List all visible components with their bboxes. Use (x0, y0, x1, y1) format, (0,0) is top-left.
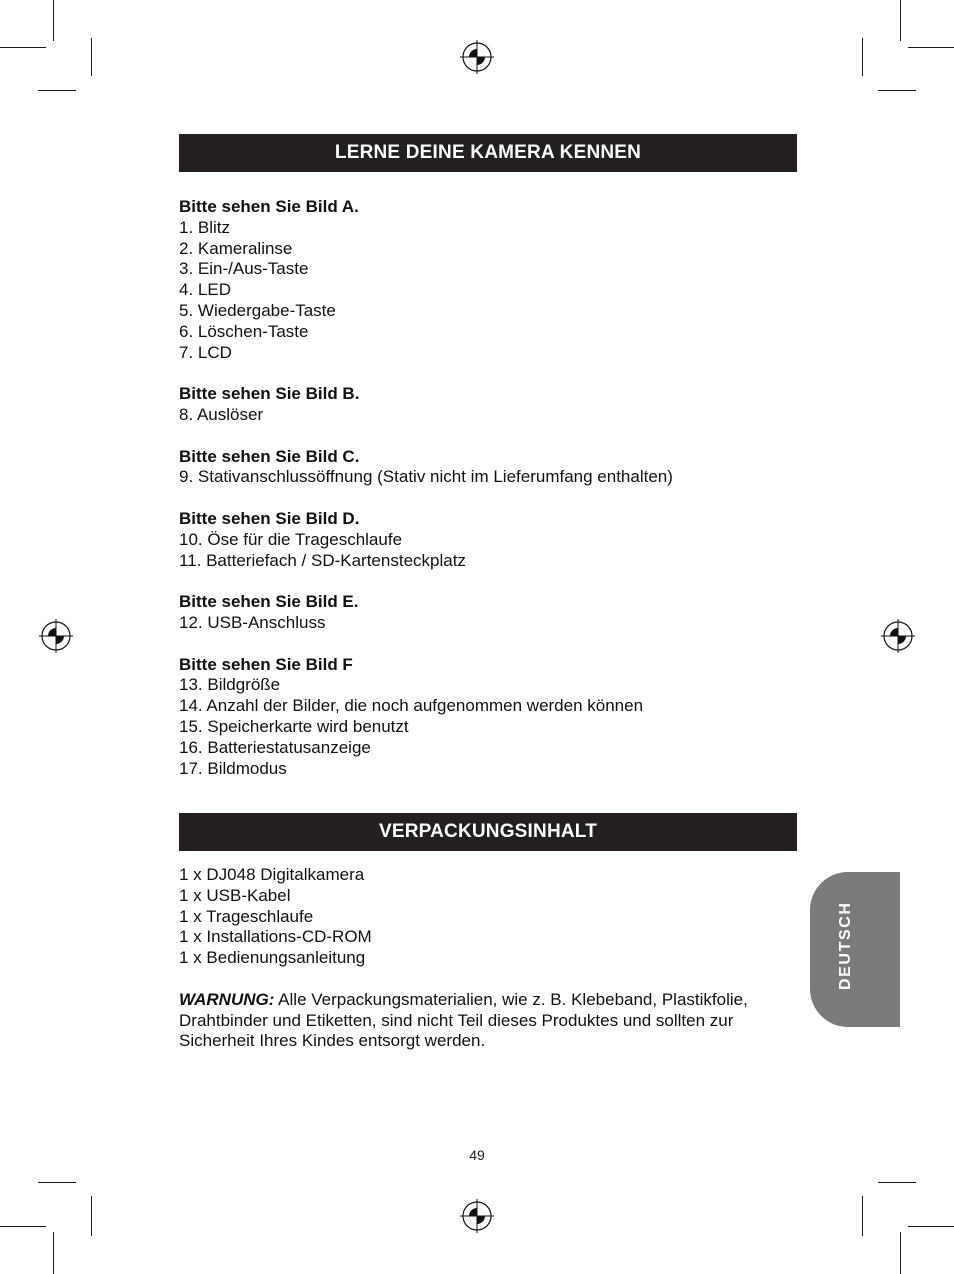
figure-heading: Bitte sehen Sie Bild B. (179, 384, 360, 404)
list-item: 15. Speicherkarte wird benutzt (179, 716, 409, 736)
registration-mark-icon (460, 1199, 494, 1233)
crop-mark (53, 0, 54, 41)
list-item: 1 x Trageschlaufe (179, 906, 314, 926)
registration-mark-icon (39, 619, 73, 653)
warning-label: WARNUNG: (179, 989, 275, 1009)
list-item: 16. Batteriestatusanzeige (179, 737, 371, 757)
crop-mark (878, 90, 916, 91)
crop-mark (38, 90, 76, 91)
crop-mark (53, 1232, 54, 1274)
crop-mark (908, 1226, 954, 1227)
figure-group (179, 655, 799, 780)
page-number: 49 (469, 1147, 485, 1163)
list-item: 10. Öse für die Trageschlaufe (179, 529, 403, 549)
figure-heading: Bitte sehen Sie Bild E. (179, 592, 359, 612)
list-item: 17. Bildmodus (179, 758, 287, 778)
warning-text: Alle Verpackungsmaterialien, wie z. B. Klebeband, Plastikfolie, Drahtbinder und Etiketten, sind nicht Teil dieses Produktes und sollten zur Sicherheit Ihres Kindes entsorgt werden. (179, 989, 748, 1051)
section-heading-banner (179, 813, 797, 851)
crop-mark (908, 47, 954, 48)
figure-group (179, 197, 799, 363)
parts-list (179, 197, 799, 779)
section-heading-banner (179, 134, 797, 172)
list-item: 8. Auslöser (179, 404, 264, 424)
list-item: 3. Ein-/Aus-Taste (179, 259, 309, 279)
list-item: 14. Anzahl der Bilder, die noch aufgenommen werden können (179, 696, 644, 716)
list-item: 9. Stativanschlussöffnung (Stativ nicht im Lieferumfang enthalten) (179, 467, 673, 487)
figure-heading: Bitte sehen Sie Bild A. (179, 197, 359, 216)
crop-mark (0, 1226, 46, 1227)
registration-mark-icon (881, 619, 915, 653)
package-list (179, 865, 799, 969)
package-contents (179, 865, 799, 1052)
figure-group (179, 592, 799, 634)
list-item: 1. Blitz (179, 217, 231, 237)
list-item: 12. USB-Anschluss (179, 612, 326, 632)
registration-mark-icon (460, 40, 494, 74)
list-item: 6. Löschen-Taste (179, 321, 309, 341)
list-item: 2. Kameralinse (179, 238, 293, 258)
figure-group (179, 384, 799, 426)
figure-group (179, 509, 799, 571)
figure-heading: Bitte sehen Sie Bild F (179, 654, 353, 674)
section-heading: VERPACKUNGSINHALT (378, 821, 598, 842)
language-tab-label: DEUTSCH (837, 901, 854, 990)
figure-heading: Bitte sehen Sie Bild C. (179, 446, 360, 466)
crop-mark (38, 1182, 76, 1183)
list-item: 4. LED (179, 280, 231, 300)
figure-group (179, 447, 799, 489)
list-item: 13. Bildgröße (179, 675, 281, 695)
language-tab (810, 872, 900, 1027)
crop-mark (900, 0, 901, 41)
section-heading: LERNE DEINE KAMERA KENNEN (334, 142, 642, 163)
crop-mark (862, 38, 863, 76)
list-item: 1 x Installations-CD-ROM (179, 927, 372, 947)
list-item: 11. Batteriefach / SD-Kartensteckplatz (179, 550, 466, 570)
crop-mark (878, 1182, 916, 1183)
list-item: 1 x USB-Kabel (179, 885, 291, 905)
list-item: 1 x Bedienungsanleitung (179, 948, 366, 968)
figure-heading: Bitte sehen Sie Bild D. (179, 508, 360, 528)
list-item: 1 x DJ048 Digitalkamera (179, 865, 365, 884)
list-item: 7. LCD (179, 342, 232, 362)
crop-mark (0, 47, 46, 48)
crop-mark (862, 1196, 863, 1236)
crop-mark (91, 1196, 92, 1236)
crop-mark (91, 38, 92, 76)
list-item: 5. Wiedergabe-Taste (179, 300, 336, 320)
warning-paragraph (179, 990, 799, 1052)
crop-mark (900, 1232, 901, 1274)
